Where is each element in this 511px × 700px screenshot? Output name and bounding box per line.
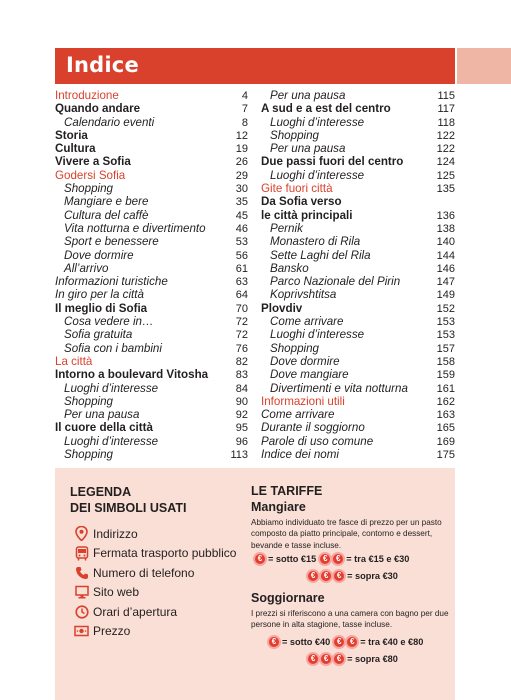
legend-item-transport <box>74 544 236 564</box>
mangiare-heading: Mangiare <box>251 500 306 514</box>
toc-entry-title: Vivere a Sofia <box>55 155 131 169</box>
toc-page-number: 84 <box>235 382 248 395</box>
toc-entry <box>261 448 455 461</box>
toc-entry-title: Sette Laghi del Rila <box>270 248 371 262</box>
toc-page-number: 163 <box>436 409 455 422</box>
price-range-label: = sotto €40 <box>282 636 331 647</box>
toc-entry <box>261 288 455 301</box>
legend-item-label: Sito web <box>93 585 140 600</box>
toc-page-number: 158 <box>436 355 455 368</box>
toc-entry <box>261 142 455 155</box>
legend-item-label: Prezzo <box>93 624 131 639</box>
toc-entry-title: Informazioni turistiche <box>55 275 168 289</box>
soggiornare-description: I prezzi si riferiscono a una camera con bagno per due persone in alta stagione, tasse incluse. <box>251 608 449 630</box>
toc-page-number: 162 <box>436 395 455 408</box>
toc-page-number: 124 <box>436 156 455 169</box>
toc-page-number: 26 <box>235 156 248 169</box>
toc-entry-title: Cosa vedere in… <box>64 315 154 329</box>
bus-icon <box>74 546 89 561</box>
toc-entry-title: Godersi Sofia <box>55 168 126 182</box>
toc-entry-title: Koprivshtitsa <box>270 288 337 302</box>
legend-item-label: Fermata trasporto pubblico <box>93 546 237 561</box>
legend-box <box>55 468 455 700</box>
toc-page-number: 153 <box>436 316 455 329</box>
toc-entry-title: Per una pausa <box>270 89 346 102</box>
toc-page-number: 72 <box>235 316 248 329</box>
toc-page-number: 76 <box>235 342 248 355</box>
price-range-label: = tra €15 e €30 <box>346 554 410 565</box>
toc-entry-title: Il cuore della città <box>55 421 153 435</box>
legend-item-label: Numero di telefono <box>93 565 195 580</box>
legend-item-phone <box>74 563 236 583</box>
toc-page-number: 30 <box>235 183 248 196</box>
toc-entry-title: Divertimenti e vita notturna <box>270 381 408 395</box>
toc-entry <box>55 235 248 248</box>
toc-entry <box>55 169 248 182</box>
toc-entry <box>55 195 248 208</box>
toc-entry <box>55 448 248 461</box>
toc-page-number: 83 <box>235 369 248 382</box>
toc-entry <box>55 288 248 301</box>
legend-title-line2: DEI SIMBOLI USATI <box>70 501 187 515</box>
toc-entry-title: Sport e benessere <box>64 235 159 249</box>
toc-page-number: 92 <box>235 409 248 422</box>
toc-entry-title: Indice dei nomi <box>261 448 339 462</box>
toc-entry <box>55 129 248 142</box>
toc-page-number: 175 <box>436 449 455 462</box>
toc-entry-title: Da Sofia verso <box>261 195 342 209</box>
mangiare-price-row-2 <box>251 568 451 585</box>
toc-entry-title: Luoghi d’interesse <box>64 381 159 395</box>
toc-entry <box>261 302 455 315</box>
toc-entry <box>55 435 248 448</box>
toc-entry-title: Intorno a boulevard Vitosha <box>55 368 209 382</box>
toc-page-number: 82 <box>235 355 248 368</box>
legend-item-hours <box>74 602 236 622</box>
toc-entry-title: Cultura del caffè <box>64 208 149 222</box>
toc-entry <box>261 342 455 355</box>
toc-entry <box>261 169 455 182</box>
toc-entry-title: Dove dormire <box>64 248 134 262</box>
toc-entry-title: Vita notturna e divertimento <box>64 221 206 235</box>
toc-entry-title: Come arrivare <box>270 315 344 329</box>
toc-entry-title: Introduzione <box>55 89 119 102</box>
toc-entry <box>261 275 455 288</box>
toc-entry-title: Bansko <box>270 261 309 275</box>
toc-page-number: 12 <box>235 129 248 142</box>
toc-entry <box>55 262 248 275</box>
toc-page-number: 61 <box>235 262 248 275</box>
toc-page-number: 157 <box>436 342 455 355</box>
toc-entry <box>55 249 248 262</box>
toc-entry-title: Per una pausa <box>270 142 346 156</box>
soggiornare-price-row-1 <box>251 633 451 650</box>
toc-page-number: 45 <box>235 209 248 222</box>
tariffe-title: LE TARIFFE <box>251 484 323 498</box>
soggiornare-price-row-2 <box>251 650 451 667</box>
toc-entry-title: Luoghi d’interesse <box>270 168 365 182</box>
toc-left-column <box>55 89 248 461</box>
toc-page-number: 125 <box>436 169 455 182</box>
price-range-label: = sopra €80 <box>347 653 398 664</box>
toc-entry <box>55 302 248 315</box>
toc-entry <box>261 182 455 195</box>
toc-page-number: 149 <box>436 289 455 302</box>
toc-entry-title: Luoghi d’interesse <box>270 115 365 129</box>
toc-entry-title: Mangiare e bere <box>64 195 149 209</box>
toc-entry <box>261 355 455 368</box>
legend-item-website <box>74 583 236 603</box>
toc-page-number: 136 <box>436 209 455 222</box>
clock-icon <box>74 604 89 619</box>
toc-entry-title: Pernik <box>270 221 303 235</box>
toc-entry-title: Cultura <box>55 142 96 156</box>
legend-item-price <box>74 622 236 642</box>
toc-entry <box>261 368 455 381</box>
toc-entry-title: Durante il soggiorno <box>261 421 365 435</box>
legend-item-address <box>74 524 236 544</box>
mangiare-description: Abbiamo individuato tre fasce di prezzo per un pasto composto da piatto principale, contorno e dessert, bevande e tasse incluse. <box>251 518 442 550</box>
toc-entry <box>261 116 455 129</box>
toc-page-number: 147 <box>436 276 455 289</box>
toc-entry-title: Monastero di Rila <box>270 235 361 249</box>
toc-entry <box>55 315 248 328</box>
toc-entry <box>55 408 248 421</box>
price-coin-icon: € € € <box>306 569 345 583</box>
toc-entry-title: All’arrivo <box>64 261 109 275</box>
legend-items <box>74 524 236 641</box>
index-header-bar <box>55 48 455 84</box>
price-coin-icon: € <box>267 635 280 649</box>
toc-page-number: 159 <box>436 369 455 382</box>
toc-entry-title: Shopping <box>64 394 113 408</box>
toc-entry-title: Due passi fuori del centro <box>261 155 404 169</box>
toc-entry-title: Quando andare <box>55 102 141 116</box>
toc-entry-title: Shopping <box>270 128 319 142</box>
toc-entry-title: Shopping <box>64 448 113 462</box>
toc-entry <box>55 222 248 235</box>
toc-page-number: 95 <box>235 422 248 435</box>
toc-entry-title: Sofia gratuita <box>64 328 133 342</box>
map-pin-icon <box>74 526 89 541</box>
mangiare-price-row-1 <box>251 551 451 568</box>
toc-entry <box>261 235 455 248</box>
toc-entry-title: In giro per la città <box>55 288 144 302</box>
toc-entry-title: Storia <box>55 128 88 142</box>
toc-entry <box>55 368 248 381</box>
price-range-label: = sotto €15 <box>268 554 317 565</box>
toc-page-number: 169 <box>436 435 455 448</box>
toc-page-number: 8 <box>241 116 248 129</box>
toc-page-number: 113 <box>230 449 248 462</box>
toc-entry-title: Calendario eventi <box>64 115 155 129</box>
toc-entry-title: Parole di uso comune <box>261 434 374 448</box>
toc-page-number: 115 <box>437 90 455 102</box>
toc-entry <box>261 155 455 168</box>
toc-page-number: 35 <box>235 196 248 209</box>
toc-entry <box>261 195 455 208</box>
toc-entry <box>55 328 248 341</box>
price-coin-icon: € € <box>318 552 344 566</box>
toc-entry <box>55 142 248 155</box>
phone-icon <box>74 565 89 580</box>
toc-page-number: 144 <box>436 249 455 262</box>
toc-page-number: 63 <box>235 276 248 289</box>
price-range-label: = tra €40 e €80 <box>360 636 424 647</box>
price-tag-icon <box>74 624 89 639</box>
toc-entry <box>261 328 455 341</box>
toc-entry <box>55 382 248 395</box>
toc-page-number: 70 <box>235 302 248 315</box>
toc-page-number: 165 <box>436 422 455 435</box>
header-side-tab <box>457 48 511 84</box>
price-coin-icon: € € <box>332 635 358 649</box>
toc-entry-title: Informazioni utili <box>261 394 345 408</box>
toc-page-number: 53 <box>235 236 248 249</box>
tariffe-section <box>251 484 451 667</box>
price-range-label: = sopra €30 <box>347 571 398 582</box>
soggiornare-heading: Soggiornare <box>251 590 325 605</box>
toc-entry <box>261 382 455 395</box>
toc-entry <box>55 421 248 434</box>
toc-entry <box>55 102 248 115</box>
toc-entry <box>261 102 455 115</box>
toc-entry <box>261 408 455 421</box>
toc-entry <box>55 342 248 355</box>
toc-entry <box>261 89 455 102</box>
toc-entry-title: Dove mangiare <box>270 368 349 382</box>
toc-entry-title: Plovdiv <box>261 301 303 315</box>
toc-page-number: 117 <box>437 103 455 116</box>
toc-right-column <box>261 89 455 461</box>
toc-page-number: 19 <box>235 143 248 156</box>
toc-entry-title: La città <box>55 354 93 368</box>
toc-page-number: 90 <box>235 395 248 408</box>
legend-title <box>70 484 186 516</box>
toc-entry-title: Luoghi d’interesse <box>270 328 365 342</box>
toc-entry <box>261 421 455 434</box>
toc-entry <box>261 262 455 275</box>
toc-entry <box>55 209 248 222</box>
toc-entry-title: le città principali <box>261 208 353 222</box>
toc-entry <box>261 249 455 262</box>
toc-page-number: 140 <box>436 236 455 249</box>
legend-item-label: Indirizzo <box>93 526 138 541</box>
legend-item-label: Orari d’apertura <box>93 604 178 619</box>
price-coin-icon: € € € <box>306 652 345 666</box>
toc-entry-title: Luoghi d’interesse <box>64 434 159 448</box>
toc-entry-title: Sofia con i bambini <box>64 341 162 355</box>
toc-entry <box>55 395 248 408</box>
toc-entry <box>261 129 455 142</box>
toc-page-number: 153 <box>436 329 455 342</box>
toc-entry-title: A sud e a est del centro <box>261 102 391 116</box>
toc-page-number: 138 <box>436 222 455 235</box>
toc-entry-title: Gite fuori città <box>261 182 333 196</box>
toc-page-number: 4 <box>241 90 248 102</box>
toc-page-number: 122 <box>436 143 455 156</box>
toc-entry <box>261 395 455 408</box>
toc-entry-title: Come arrivare <box>261 408 335 422</box>
toc-page-number: 135 <box>436 183 455 196</box>
toc-entry <box>261 209 455 222</box>
toc-entry <box>55 182 248 195</box>
toc-entry-title: Dove dormire <box>270 354 340 368</box>
toc-entry-title: Per una pausa <box>64 408 140 422</box>
toc-page-number: 46 <box>235 222 248 235</box>
toc-page-number: 64 <box>235 289 248 302</box>
toc-page-number: 122 <box>436 129 455 142</box>
toc-page-number: 56 <box>235 249 248 262</box>
monitor-icon <box>74 585 89 600</box>
toc-entry <box>261 315 455 328</box>
toc-page-number: 161 <box>436 382 455 395</box>
toc-page-number: 72 <box>235 329 248 342</box>
toc-entry <box>55 116 248 129</box>
toc-page-number: 152 <box>436 302 455 315</box>
toc-entry <box>261 222 455 235</box>
toc-entry <box>55 155 248 168</box>
toc-page-number: 146 <box>436 262 455 275</box>
toc-entry-title: Il meglio di Sofia <box>55 301 148 315</box>
toc-entry <box>261 435 455 448</box>
toc-entry <box>55 355 248 368</box>
toc-page-number: 96 <box>235 435 248 448</box>
page-title: Indice <box>66 53 139 77</box>
toc-entry-title: Shopping <box>270 341 319 355</box>
price-coin-icon: € <box>253 552 266 566</box>
toc-page-number: 118 <box>437 116 455 129</box>
toc-page-number: 29 <box>235 169 248 182</box>
toc-entry <box>55 89 248 102</box>
toc-page-number: 7 <box>241 103 248 116</box>
toc-entry-title: Parco Nazionale del Pirin <box>270 275 401 289</box>
toc-entry-title: Shopping <box>64 182 113 196</box>
legend-title-line1: LEGENDA <box>70 485 132 499</box>
toc-entry <box>55 275 248 288</box>
